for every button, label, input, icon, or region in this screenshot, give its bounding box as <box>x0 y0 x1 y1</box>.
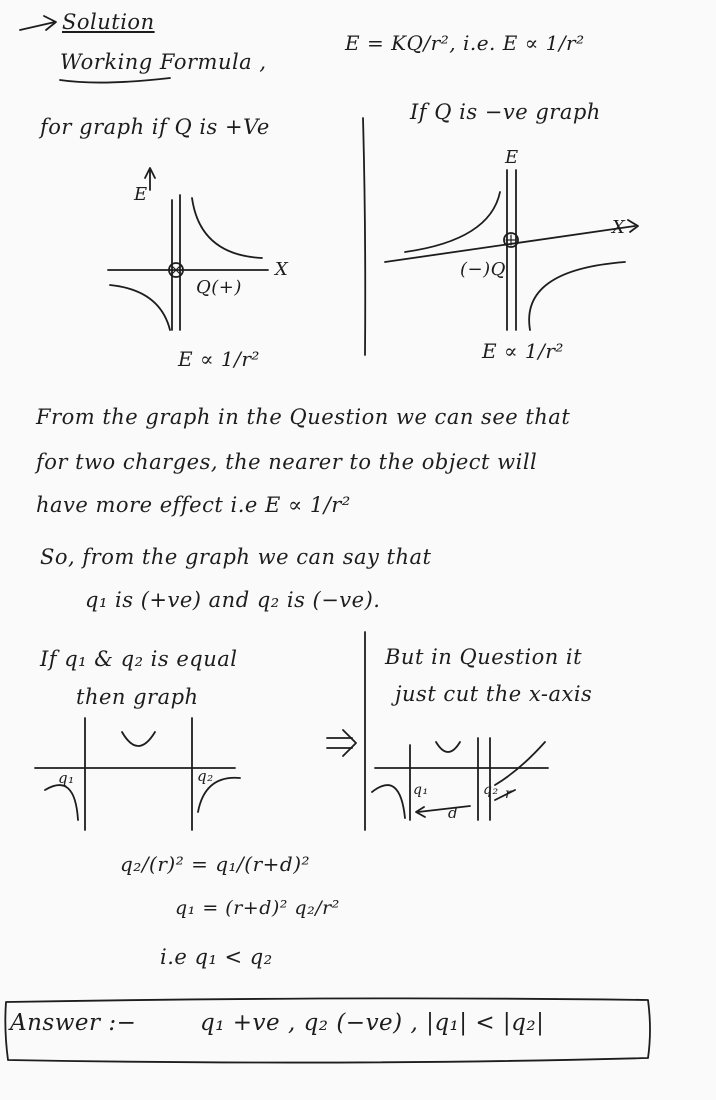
positive-graph-heading: for graph if Q is +Ve <box>40 115 270 139</box>
negative-relation: E ∝ 1/r² <box>482 339 564 363</box>
answer-text: q₁ +ve , q₂ (−ve) , |q₁| < |q₂| <box>200 1010 545 1036</box>
actual-charges-graph <box>372 738 548 820</box>
paragraph-line-2: for two charges, the nearer to the object will <box>36 450 538 474</box>
actual-r-label: r <box>505 786 513 802</box>
working-underline <box>60 78 170 83</box>
positive-relation: E ∝ 1/r² <box>178 347 260 371</box>
negative-charge-graph <box>385 170 638 330</box>
equal-case-line-1: If q₁ & q₂ is equal <box>40 647 238 671</box>
positive-charge-graph <box>108 168 268 330</box>
positive-e-axis-label: E <box>134 184 148 205</box>
solution-title: Solution <box>62 10 155 34</box>
formula: E = KQ/r², i.e. E ∝ 1/r² <box>345 31 585 55</box>
title-arrow-icon <box>20 16 56 30</box>
conclusion-line-1: So, from the graph we can say that <box>40 545 432 569</box>
negative-e-axis-label: E <box>505 147 519 168</box>
equal-case-line-2: then graph <box>76 685 199 709</box>
equation-1: q₂/(r)² = q₁/(r+d)² <box>120 852 311 876</box>
paragraph-line-1: From the graph in the Question we can see that <box>36 405 571 429</box>
actual-d-label: d <box>448 804 459 822</box>
positive-x-axis-label: X <box>275 259 289 280</box>
answer-label: Answer :− <box>10 1010 137 1036</box>
answer-box <box>5 998 650 1062</box>
actual-q2-label: q₂ <box>483 782 499 798</box>
negative-charge-label: (−)Q <box>460 259 506 280</box>
actual-case-line-2: just cut the x-axis <box>395 682 593 706</box>
equation-2: q₁ = (r+d)² q₂/r² <box>175 897 340 919</box>
formula-intro: Working Formula , <box>60 50 267 74</box>
equal-charges-graph <box>35 718 240 830</box>
implies-arrow-icon <box>327 730 356 756</box>
actual-case-line-1: But in Question it <box>385 645 583 669</box>
equal-q2-label: q₂ <box>197 767 214 785</box>
actual-q1-label: q₁ <box>413 782 429 798</box>
positive-charge-label: Q(+) <box>196 277 242 298</box>
top-divider <box>363 118 365 355</box>
negative-x-axis-label: X <box>612 217 626 238</box>
paragraph-line-3: have more effect i.e E ∝ 1/r² <box>36 493 351 517</box>
equation-3: i.e q₁ < q₂ <box>160 945 273 969</box>
negative-graph-heading: If Q is −ve graph <box>410 100 601 124</box>
equal-q1-label: q₁ <box>58 769 75 787</box>
conclusion-line-2: q₁ is (+ve) and q₂ is (−ve). <box>85 588 381 612</box>
